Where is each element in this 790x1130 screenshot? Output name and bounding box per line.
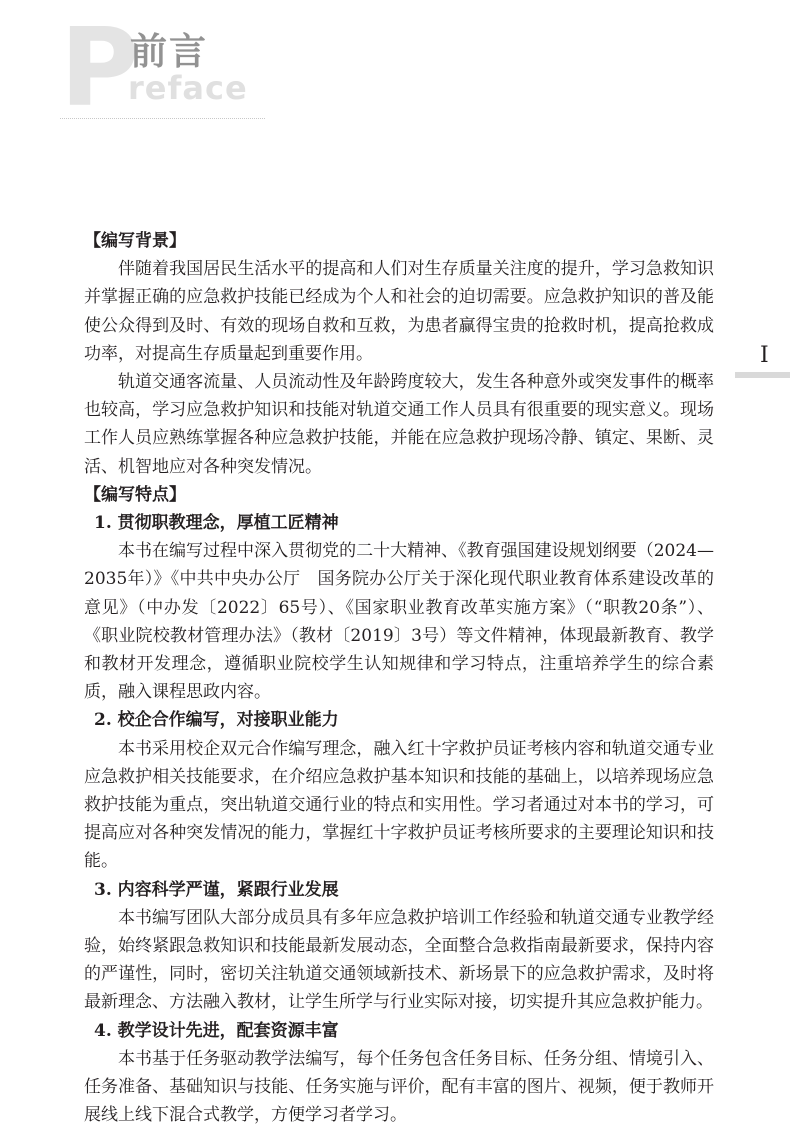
page-number: I: [760, 343, 769, 368]
preface-logo-letter: P: [60, 6, 138, 131]
page-subtitle-en: reface: [128, 69, 248, 107]
paragraph: 本书基于任务驱动教学法编写，每个任务包含任务目标、任务分组、情境引入、任务准备、基础知识与技能、任务实施与评价，配有丰富的图片、视频，便于教师开展线上线下混合式教学，方便学习者学习。: [84, 1048, 714, 1126]
paragraph: 轨道交通客流量、人员流动性及年龄跨度较大，发生各种意外或突发事件的概率也较高，学习应急救护知识和技能对轨道交通工作人员具有很重要的现实意义。现场工作人员应熟练掌握各种应急救护技能，并能在应急救护现场冷静、镇定、果断、灵活、机智地应对各种突发情况。: [84, 372, 714, 477]
section-heading-background: 【编写背景】: [84, 231, 186, 251]
feature-heading: 3. 内容科学严谨，紧跟行业发展: [94, 879, 339, 900]
feature-heading: 2. 校企合作编写，对接职业能力: [94, 710, 339, 731]
paragraph: 本书采用校企双元合作编写理念，融入红十字救护员证考核内容和轨道交通专业应急救护相关技能要求，在介绍应急救护基本知识和技能的基础上，以培养现场应急救护技能为重点，突出轨道交通行业的特点和实用性。学习者通过对本书的学习，可提高应对各种突发情况的能力，掌握红十字救护员证考核所要求的主要理论知识和技能。: [84, 738, 714, 872]
page-tab-marker: [735, 372, 790, 378]
paragraph: 伴随着我国居民生活水平的提高和人们对生存质量关注度的提升，学习急救知识并掌握正确的应急救护技能已经成为个人和社会的迫切需要。应急救护知识的普及能使公众得到及时、有效的现场自救和互救，为患者赢得宝贵的抢救时机，提高抢救成功率，对提高生存质量起到重要作用。: [84, 259, 714, 364]
preface-body: [84, 227, 714, 1130]
header-divider: [60, 118, 265, 119]
section-heading-features: 【编写特点】: [84, 484, 186, 505]
feature-heading: 1. 贯彻职教理念，厚植工匠精神: [94, 513, 339, 534]
paragraph: 本书在编写过程中深入贯彻党的二十大精神、《教育强国建设规划纲要（2024—2035年）》《中共中央办公厅 国务院办公厅关于深化现代职业教育体系建设改革的意见》（中办发〔2022〕65号）、《国家职业教育改革实施方案》（“职教20条”）、《职业院校教材管理办法》（教材〔2019〕3号）等文件精神，体现最新教育、教学和教材开发理念，遵循职业院校学生认知规律和学习特点，注重培养学生的综合素质，融入课程思政内容。: [84, 541, 714, 703]
paragraph: 本书编写团队大部分成员具有多年应急救护培训工作经验和轨道交通专业教学经验，始终紧跟急救知识和技能最新发展动态，全面整合急救指南最新要求，保持内容的严谨性，同时，密切关注轨道交通领域新技术、新场景下的应急救护需求，及时将最新理念、方法融入教材，让学生所学与行业实际对接，切实提升其应急救护能力。: [84, 907, 714, 1013]
page-title: 前言: [130, 30, 208, 73]
feature-heading: 4. 教学设计先进，配套资源丰富: [94, 1020, 339, 1041]
